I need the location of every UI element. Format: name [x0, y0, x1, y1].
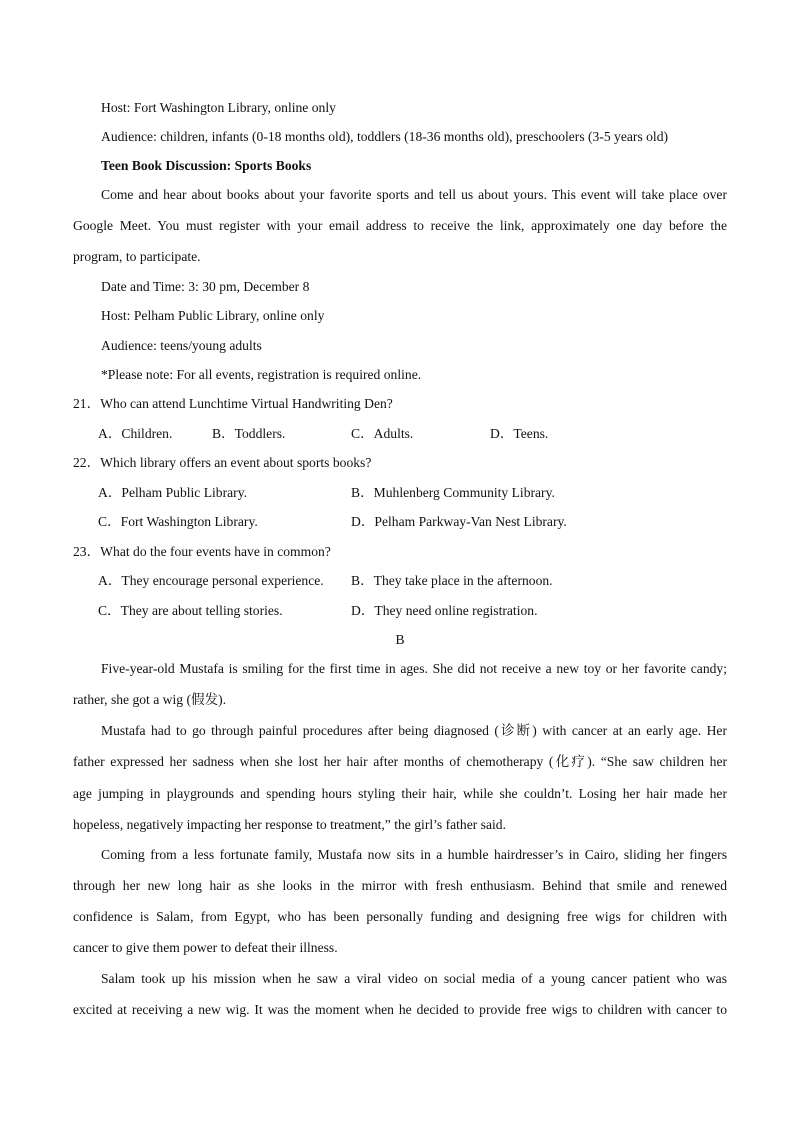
- question-23-option-d: D．They need online registration.: [351, 603, 538, 618]
- question-23-option-b: B．They take place in the afternoon.: [351, 573, 553, 588]
- passage-b-line-5: age jumping in playgrounds and spending hours styling their hair, while she couldn’t. Losing her hair made her: [73, 786, 727, 801]
- passage-b-line-8: through her new long hair as she looks in the mirror with fresh enthusiasm. Behind that smile and renewed: [73, 878, 727, 893]
- passage-b-line-7: Coming from a less fortunate family, Mustafa now sits in a humble hairdresser’s in Cairo, sliding her fingers: [101, 847, 727, 862]
- question-22-option-b: B．Muhlenberg Community Library.: [351, 485, 555, 500]
- question-23-stem: 23．What do the four events have in common?: [73, 544, 331, 559]
- passage-b-line-12: excited at receiving a new wig. It was the moment when he decided to provide free wigs to children with cancer to: [73, 1002, 727, 1017]
- question-21-option-b: B．Toddlers.: [212, 426, 286, 441]
- teen-paragraph-line-1: Come and hear about books about your favorite sports and tell us about yours. This event will take place over: [101, 187, 727, 202]
- question-22-option-a: A．Pelham Public Library.: [98, 485, 247, 500]
- passage-b-line-4: father expressed her sadness when she lost her hair after months of chemotherapy (化疗). “She saw children her: [73, 754, 727, 769]
- teen-paragraph-line-2: Google Meet. You must register with your email address to receive the link, approximately one day before the: [73, 218, 727, 233]
- passage-b-line-6: hopeless, negatively impacting her response to treatment,” the girl’s father said.: [73, 817, 506, 832]
- question-21-option-d: D．Teens.: [490, 426, 549, 441]
- question-21-stem: 21．Who can attend Lunchtime Virtual Handwriting Den?: [73, 396, 393, 411]
- question-21-option-c: C．Adults.: [351, 426, 414, 441]
- section-b-heading: B: [395, 632, 405, 647]
- passage-b-line-1: Five-year-old Mustafa is smiling for the first time in ages. She did not receive a new toy or her favorite candy;: [101, 661, 727, 676]
- question-23-option-c: C．They are about telling stories.: [98, 603, 283, 618]
- teen-audience: Audience: teens/young adults: [101, 338, 262, 353]
- teen-host: Host: Pelham Public Library, online only: [101, 308, 325, 323]
- passage-b-line-3: Mustafa had to go through painful procedures after being diagnosed (诊断) with cancer at an early age. Her: [101, 723, 727, 738]
- teen-date-time: Date and Time: 3: 30 pm, December 8: [101, 279, 310, 294]
- question-21-option-a: A．Children.: [98, 426, 173, 441]
- teen-event-heading: Teen Book Discussion: Sports Books: [101, 158, 312, 173]
- registration-note: *Please note: For all events, registration is required online.: [101, 367, 422, 382]
- passage-b-line-11: Salam took up his mission when he saw a viral video on social media of a young cancer patient who was: [101, 971, 727, 986]
- question-22-option-d: D．Pelham Parkway-Van Nest Library.: [351, 514, 567, 529]
- question-22-stem: 22．Which library offers an event about sports books?: [73, 455, 372, 470]
- question-22-option-c: C．Fort Washington Library.: [98, 514, 258, 529]
- passage-b-line-2: rather, she got a wig (假发).: [73, 692, 227, 707]
- audience-children-line: Audience: children, infants (0-18 months old), toddlers (18-36 months old), preschoolers (3-5 years old): [101, 129, 669, 144]
- passage-b-line-9: confidence is Salam, from Egypt, who has been personally funding and designing free wigs for children with: [73, 909, 727, 924]
- passage-b-line-10: cancer to give them power to defeat their illness.: [73, 940, 338, 955]
- teen-paragraph-line-3: program, to participate.: [73, 249, 201, 264]
- host-fort-washington: Host: Fort Washington Library, online only: [101, 100, 336, 115]
- question-23-option-a: A．They encourage personal experience.: [98, 573, 324, 588]
